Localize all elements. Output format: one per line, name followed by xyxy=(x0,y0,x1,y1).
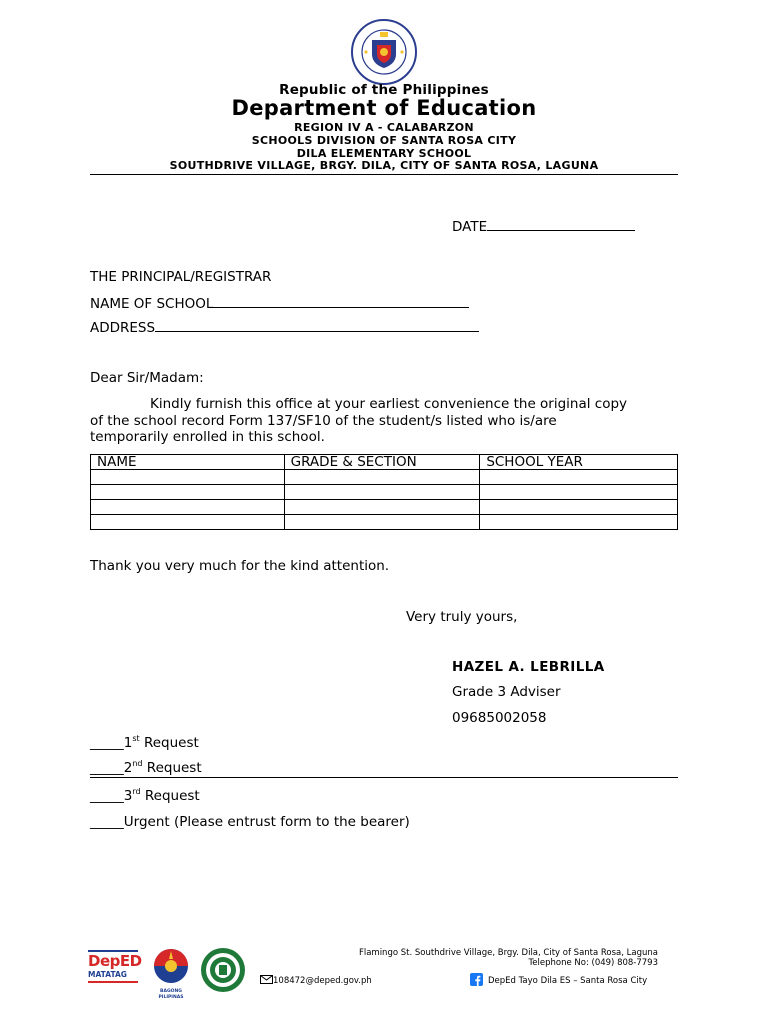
school-seal-icon xyxy=(200,947,246,993)
table-cell[interactable] xyxy=(91,500,285,515)
request-blank[interactable]: _____ xyxy=(90,788,124,804)
table-cell[interactable] xyxy=(91,515,285,530)
request-number: 3 xyxy=(123,788,133,804)
matatag-logo-text: MATATAG xyxy=(88,970,127,979)
request-urgent[interactable] xyxy=(90,814,410,830)
request-number: 2 xyxy=(123,760,133,776)
column-header-school-year: SCHOOL YEAR xyxy=(480,455,678,470)
deped-seal-icon xyxy=(350,18,418,86)
table-row xyxy=(91,515,678,530)
footer-facebook[interactable] xyxy=(470,973,647,986)
table-cell[interactable] xyxy=(284,515,480,530)
table-cell[interactable] xyxy=(480,470,678,485)
signatory-phone: 09685002058 xyxy=(452,710,547,726)
table-cell[interactable] xyxy=(91,470,285,485)
region-line: REGION IV A - CALABARZON xyxy=(294,121,474,134)
request-number: 1 xyxy=(123,735,133,751)
department-heading: Department of Education xyxy=(231,96,537,120)
facebook-text[interactable]: DepEd Tayo Dila ES – Santa Rosa City xyxy=(488,976,648,986)
table-cell[interactable] xyxy=(480,485,678,500)
request-blank[interactable]: _____ xyxy=(90,760,124,776)
date-field[interactable] xyxy=(452,218,635,235)
body-line-3: temporarily enrolled in this school. xyxy=(90,429,325,445)
student-table xyxy=(90,454,678,530)
closing-line: Very truly yours, xyxy=(406,609,518,625)
request-ordinal: rd xyxy=(132,787,141,796)
request-blank[interactable]: _____ xyxy=(90,735,124,751)
salutation: Dear Sir/Madam: xyxy=(90,370,204,386)
facebook-icon xyxy=(470,973,483,986)
signatory-name: HAZEL A. LEBRILLA xyxy=(452,659,605,675)
request-ordinal: nd xyxy=(132,759,143,768)
table-cell[interactable] xyxy=(480,500,678,515)
request-first[interactable] xyxy=(90,735,199,751)
table-cell[interactable] xyxy=(284,500,480,515)
bagong-pilipinas-text: BAGONG PILIPINAS xyxy=(158,989,184,1000)
school-name-field[interactable] xyxy=(90,295,469,312)
body-line-2: of the school record Form 137/SF10 of the student/s listed who is/are xyxy=(90,412,557,429)
request-label: Request xyxy=(140,788,200,804)
thanks-line: Thank you very much for the kind attention. xyxy=(90,558,390,574)
table-header-row xyxy=(91,455,678,470)
table-row xyxy=(91,470,678,485)
date-label: DATE xyxy=(452,219,488,235)
request-ordinal: st xyxy=(132,734,140,743)
address-field[interactable] xyxy=(90,319,479,336)
footer-email[interactable] xyxy=(260,975,372,986)
school-line: DILA ELEMENTARY SCHOOL xyxy=(296,147,472,160)
request-label: Request xyxy=(142,760,202,776)
request-divider xyxy=(90,777,678,778)
footer-address xyxy=(300,949,658,968)
table-cell[interactable] xyxy=(284,485,480,500)
request-label: Urgent (Please entrust form to the bearer) xyxy=(123,814,410,830)
deped-matatag-logo xyxy=(88,950,142,990)
address-blank[interactable] xyxy=(155,319,479,332)
deped-logo-text: DepED xyxy=(88,952,142,970)
email-text[interactable]: 108472@deped.gov.ph xyxy=(273,976,372,986)
school-name-label: NAME OF SCHOOL xyxy=(90,296,214,312)
date-blank[interactable] xyxy=(487,218,635,231)
school-name-blank[interactable] xyxy=(213,295,469,308)
footer-address-line: Flamingo St. Southdrive Village, Brgy. Dila, City of Santa Rosa, Laguna xyxy=(358,948,658,958)
column-header-grade-section: GRADE & SECTION xyxy=(284,455,480,470)
table-row xyxy=(91,500,678,515)
address-label: ADDRESS xyxy=(90,320,156,336)
request-label: Request xyxy=(139,735,199,751)
signatory-position: Grade 3 Adviser xyxy=(452,684,561,700)
table-cell[interactable] xyxy=(480,515,678,530)
header-divider xyxy=(90,174,678,175)
request-second[interactable] xyxy=(90,760,202,776)
letter-body xyxy=(90,396,680,446)
table-cell[interactable] xyxy=(91,485,285,500)
table-row xyxy=(91,485,678,500)
envelope-icon xyxy=(260,975,273,984)
body-line-1: Kindly furnish this office at your earliest convenience the original copy xyxy=(150,396,628,412)
request-third[interactable] xyxy=(90,788,200,804)
division-line: SCHOOLS DIVISION OF SANTA ROSA CITY xyxy=(251,134,517,147)
table-cell[interactable] xyxy=(284,470,480,485)
bagong-pilipinas-icon xyxy=(148,947,194,985)
column-header-name: NAME xyxy=(91,455,285,470)
republic-heading: Republic of the Philippines xyxy=(279,82,489,98)
footer-telephone: Telephone No: (049) 808-7793 xyxy=(528,957,658,968)
bagong-pilipinas-logo xyxy=(148,947,194,1000)
school-address-line: SOUTHDRIVE VILLAGE, BRGY. DILA, CITY OF SANTA ROSA, LAGUNA xyxy=(169,159,599,172)
request-blank[interactable]: _____ xyxy=(90,814,124,830)
recipient-line: THE PRINCIPAL/REGISTRAR xyxy=(90,269,272,285)
